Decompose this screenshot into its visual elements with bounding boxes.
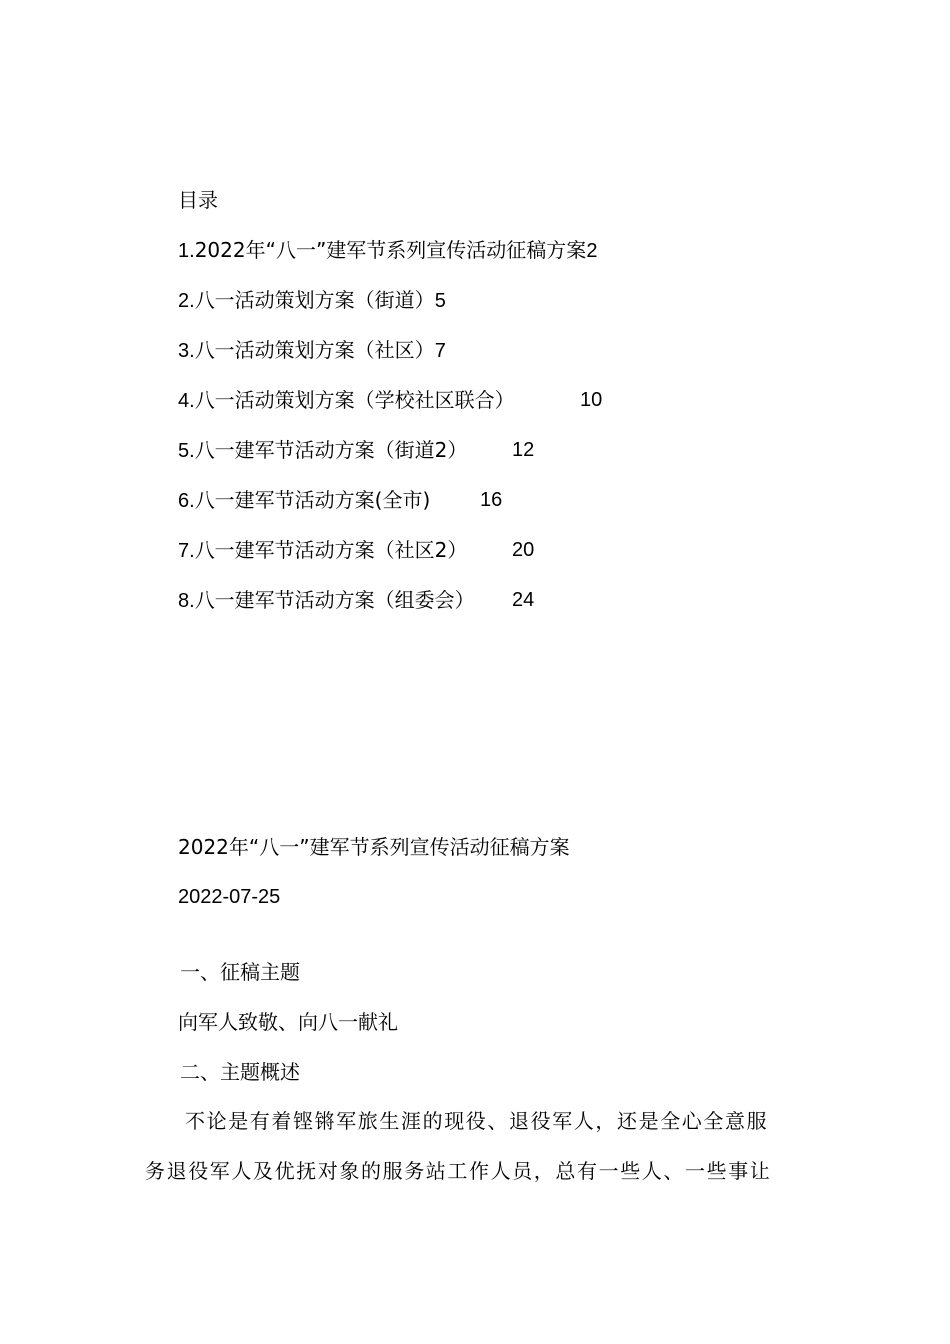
section-body: 向军人致敬、向八一献礼 bbox=[178, 1010, 398, 1034]
toc-entry-title: 八一建军节活动方案（社区2） bbox=[194, 538, 468, 562]
toc-entry-number: 2. bbox=[178, 290, 195, 312]
toc-entry[interactable] bbox=[178, 588, 475, 613]
section-heading: 二、主题概述 bbox=[180, 1060, 300, 1084]
toc-entry-page: 2 bbox=[586, 240, 598, 262]
toc-entry[interactable] bbox=[178, 338, 446, 363]
toc-entry[interactable] bbox=[178, 238, 597, 263]
toc-entry-number: 7. bbox=[178, 540, 195, 562]
article-date: 2022-07-25 bbox=[178, 886, 281, 908]
toc-entry[interactable] bbox=[178, 388, 515, 413]
toc-entry[interactable] bbox=[178, 538, 467, 563]
toc-entry-page: 10 bbox=[580, 389, 603, 411]
toc-entry[interactable] bbox=[178, 488, 430, 513]
toc-entry-page: 20 bbox=[512, 539, 535, 561]
toc-entry-title: 八一建军节活动方案（组委会） bbox=[194, 588, 475, 612]
section-heading: 一、征稿主题 bbox=[180, 960, 300, 984]
toc-entry-title: 八一活动策划方案（学校社区联合） bbox=[194, 388, 515, 412]
toc-entry[interactable] bbox=[178, 288, 446, 313]
toc-entry[interactable] bbox=[178, 438, 467, 463]
paragraph-line: 务退役军人及优抚对象的服务站工作人员，总有一些人、一些事让 bbox=[145, 1159, 772, 1183]
toc-entry-page: 16 bbox=[480, 489, 503, 511]
toc-entry-number: 4. bbox=[178, 390, 195, 412]
toc-entry-title: 八一建军节活动方案(全市) bbox=[194, 488, 431, 512]
toc-entry-page: 12 bbox=[512, 439, 535, 461]
toc-entry-page: 5 bbox=[434, 290, 446, 312]
toc-entry-number: 1. bbox=[178, 240, 195, 262]
toc-entry-title: 八一活动策划方案（街道） bbox=[194, 288, 435, 312]
toc-heading: 目录 bbox=[178, 188, 218, 212]
toc-entry-title: 八一活动策划方案（社区） bbox=[194, 338, 435, 362]
toc-entry-number: 6. bbox=[178, 490, 195, 512]
toc-entry-page: 24 bbox=[512, 589, 535, 611]
toc-entry-title: 2022年“八一”建军节系列宣传活动征稿方案 bbox=[194, 238, 587, 262]
toc-entry-number: 5. bbox=[178, 440, 195, 462]
toc-entry-number: 3. bbox=[178, 340, 195, 362]
toc-entry-number: 8. bbox=[178, 590, 195, 612]
toc-entry-title: 八一建军节活动方案（街道2） bbox=[194, 438, 468, 462]
toc-entry-page: 7 bbox=[434, 340, 446, 362]
paragraph-line: 不论是有着铿锵军旅生涯的现役、退役军人，还是全心全意服 bbox=[185, 1109, 769, 1133]
article-title: 2022年“八一”建军节系列宣传活动征稿方案 bbox=[178, 835, 570, 859]
